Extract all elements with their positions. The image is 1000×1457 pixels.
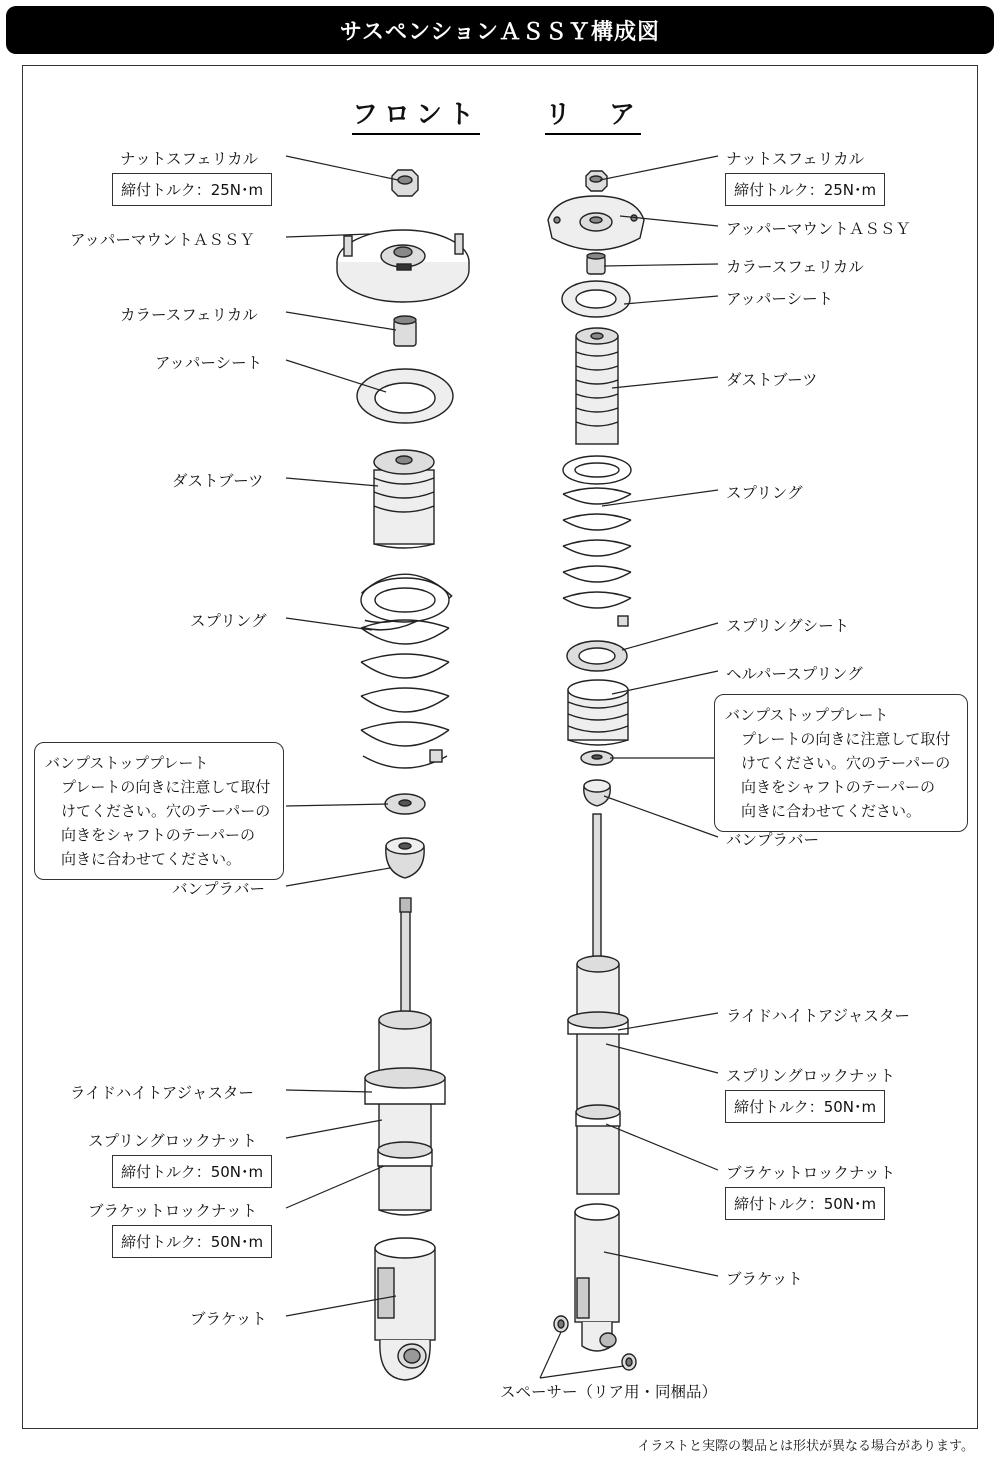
front-bump-rubber-label: バンプラバー xyxy=(172,880,266,898)
rear-spacer-label: スペーサー（リア用・同梱品） xyxy=(500,1383,718,1401)
rear-nut-shape xyxy=(586,171,607,191)
front-shaft-shape xyxy=(400,898,411,1020)
rear-bump-plate-title: バンプストッププレート xyxy=(725,706,889,724)
front-spring-lock-torque: 締付トルク：50N･m xyxy=(112,1155,272,1188)
rear-ride-height-label: ライドハイトアジャスター xyxy=(726,1007,910,1025)
rear-upper-mount-shape xyxy=(548,196,644,250)
rear-bump-rubber-label: バンプラバー xyxy=(726,831,820,849)
rear-bump-plate-text: プレートの向きに注意して取付 けてください。穴のテーパーの 向きをシャフトのテーパーの 向きに合わせてください。 xyxy=(741,730,951,820)
disclaimer-footer: イラストと実際の製品とは形状が異なる場合があります。 xyxy=(637,1439,974,1454)
front-upper-seat-label: アッパーシート xyxy=(155,354,263,372)
rear-damper-body-shape xyxy=(568,956,628,1194)
front-spring-lock-label: スプリングロックナット xyxy=(88,1132,257,1150)
front-upper-seat-shape xyxy=(357,369,453,423)
front-nut-shape xyxy=(392,170,418,196)
rear-spring-seat-label: スプリングシート xyxy=(726,617,850,635)
front-bracket-shape xyxy=(375,1238,435,1380)
front-ride-height-label: ライドハイトアジャスター xyxy=(70,1084,254,1102)
front-bump-plate-text: プレートの向きに注意して取付 けてください。穴のテーパーの 向きをシャフトのテーパーの 向きに合わせてください。 xyxy=(61,778,271,868)
rear-spring-lock-label: スプリングロックナット xyxy=(726,1067,895,1085)
rear-nut-torque: 締付トルク：25N･m xyxy=(725,173,885,206)
rear-bracket-shape xyxy=(575,1204,619,1351)
front-nut-torque: 締付トルク：25N･m xyxy=(112,173,272,206)
rear-helper-spring-label: ヘルパースプリング xyxy=(726,665,863,683)
rear-collar-label: カラースフェリカル xyxy=(726,258,864,276)
page-title: サスペンションＡＳＳＹ構成図 xyxy=(6,6,994,54)
front-dust-boot-label: ダストブーツ xyxy=(172,472,264,490)
front-spring-label: スプリング xyxy=(190,612,267,630)
rear-dust-boot-shape xyxy=(576,328,618,444)
rear-spring-shape xyxy=(563,456,631,626)
rear-spring-label: スプリング xyxy=(726,484,803,502)
front-nut-label: ナットスフェリカル xyxy=(120,150,259,168)
rear-heading: リ ア xyxy=(545,94,641,135)
front-collar-label: カラースフェリカル xyxy=(120,306,258,324)
rear-bracket-lock-torque: 締付トルク：50N･m xyxy=(725,1187,885,1220)
front-bump-plate-note xyxy=(34,742,284,880)
rear-helper-spring-shape xyxy=(568,680,628,745)
rear-collar-shape xyxy=(587,253,605,274)
front-bump-rubber-shape xyxy=(386,838,424,878)
rear-dust-boot-label: ダストブーツ xyxy=(726,371,818,389)
rear-upper-seat-label: アッパーシート xyxy=(726,290,834,308)
front-bump-plate-shape xyxy=(385,794,425,814)
leader-lines xyxy=(286,156,718,1378)
rear-upper-seat-shape xyxy=(562,281,630,317)
rear-nut-label: ナットスフェリカル xyxy=(726,150,865,168)
front-bracket-label: ブラケット xyxy=(190,1310,267,1328)
rear-bracket-label: ブラケット xyxy=(726,1270,803,1288)
rear-bump-rubber-shape xyxy=(584,780,610,806)
front-bump-plate-title: バンプストッププレート xyxy=(45,754,209,772)
rear-shaft-shape xyxy=(593,814,601,964)
rear-spring-seat-shape xyxy=(567,641,627,671)
front-damper-body-shape xyxy=(365,1011,445,1215)
rear-bump-plate-note xyxy=(714,694,968,832)
rear-bump-plate-shape xyxy=(581,751,613,765)
front-upper-mount-label: アッパーマウントＡＳＳＹ xyxy=(70,231,255,249)
front-bracket-lock-torque: 締付トルク：50N･m xyxy=(112,1225,272,1258)
rear-bracket-lock-label: ブラケットロックナット xyxy=(726,1164,896,1182)
front-collar-shape xyxy=(394,316,416,346)
rear-upper-mount-label: アッパーマウントＡＳＳＹ xyxy=(726,220,911,238)
front-bracket-lock-label: ブラケットロックナット xyxy=(88,1202,258,1220)
front-upper-mount-shape xyxy=(337,230,469,302)
front-dust-boot-shape xyxy=(374,450,434,548)
rear-spring-lock-torque: 締付トルク：50N･m xyxy=(725,1090,885,1123)
front-heading: フロント xyxy=(352,94,480,135)
